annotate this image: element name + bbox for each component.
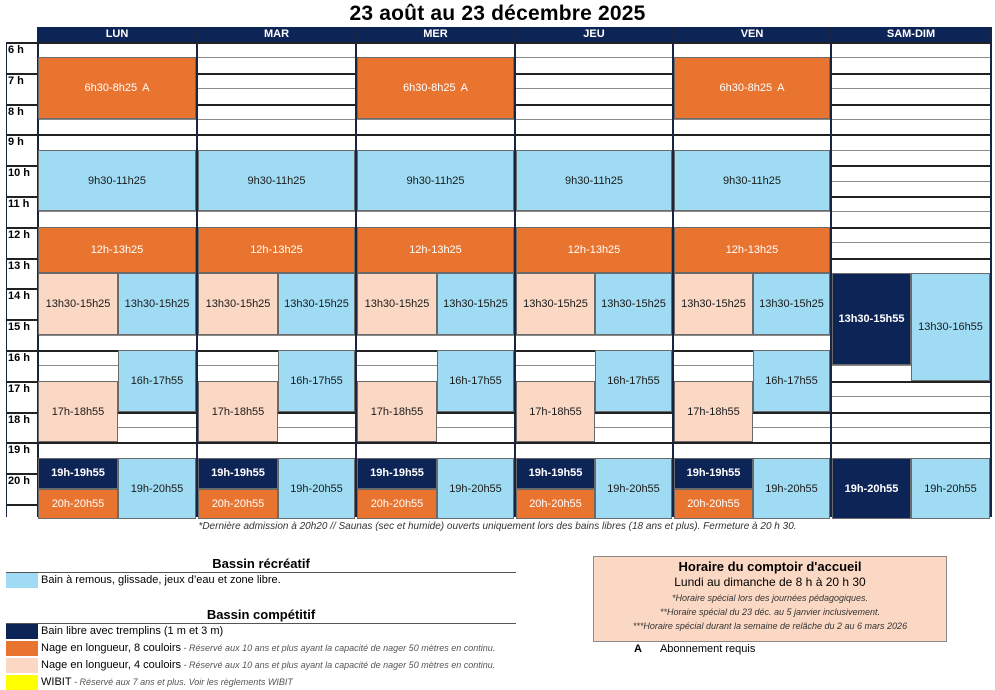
legend-item-label: Bain libre avec tremplins (1 m et 3 m) bbox=[41, 625, 224, 637]
time-block-label: 17h-18h55 bbox=[211, 405, 265, 418]
legend-item-peach bbox=[41, 658, 495, 673]
time-block-label: 20h-20h55 bbox=[687, 497, 740, 510]
time-block bbox=[911, 273, 990, 381]
legend-item-detail: - Réservé aux 10 ans et plus ayant la capacité de nager 50 mètres en continu. bbox=[181, 643, 496, 653]
time-block bbox=[832, 458, 911, 520]
hour-label: 18 h bbox=[8, 413, 31, 426]
time-block-label: 12h-13h25 bbox=[725, 243, 779, 256]
time-block bbox=[437, 458, 514, 520]
hour-label: 19 h bbox=[8, 444, 31, 457]
time-block-label: 20h-20h55 bbox=[370, 497, 424, 510]
time-block bbox=[198, 458, 278, 489]
hour-label: 13 h bbox=[8, 259, 31, 272]
time-block-label: 6h30-8h25 bbox=[84, 82, 138, 95]
column-border bbox=[6, 42, 7, 517]
hour-label: 14 h bbox=[8, 290, 31, 303]
grid-line bbox=[6, 134, 990, 136]
legend-item-label: Bain à remous, glissade, jeux d’eau et zone libre. bbox=[41, 574, 281, 586]
day-header: JEU bbox=[516, 27, 672, 42]
time-block bbox=[753, 458, 830, 520]
time-block-label: 19h-19h55 bbox=[686, 467, 741, 480]
time-block bbox=[118, 273, 196, 335]
legend-swatch-orange bbox=[6, 641, 38, 656]
time-block bbox=[198, 227, 355, 273]
time-block bbox=[516, 273, 595, 335]
legend-item-orange bbox=[41, 641, 495, 656]
time-block-label: 19h-19h55 bbox=[528, 467, 583, 480]
hour-label: 6 h bbox=[8, 44, 24, 56]
time-block bbox=[674, 458, 753, 489]
legend-recreatif-title: Bassin récréatif bbox=[212, 556, 310, 571]
time-block-label: 20h-20h55 bbox=[211, 497, 265, 510]
time-block-label: 19h-20h55 bbox=[449, 482, 502, 495]
time-block-label: 20h-20h55 bbox=[51, 497, 105, 510]
time-block bbox=[38, 227, 196, 273]
legend-item-detail: - Réservé aux 10 ans et plus ayant la capacité de nager 50 mètres en continu. bbox=[181, 660, 496, 670]
time-block bbox=[278, 273, 355, 335]
time-block-label: 9h30-11h25 bbox=[247, 174, 306, 187]
grid-line bbox=[6, 42, 990, 44]
time-block-label: 17h-18h55 bbox=[529, 405, 582, 418]
time-block bbox=[198, 150, 355, 212]
legend-item-label: Nage en longueur, 8 couloirs bbox=[41, 642, 182, 654]
legend-competitif-title: Bassin compétitif bbox=[206, 607, 316, 622]
time-block-label: 17h-18h55 bbox=[51, 405, 105, 418]
subscription-mark: A bbox=[777, 82, 785, 95]
legend-item-recreatif bbox=[41, 573, 281, 588]
time-block bbox=[516, 381, 595, 443]
time-block-label: 6h30-8h25 bbox=[403, 82, 456, 95]
time-block-label: 16h-17h55 bbox=[765, 374, 818, 387]
time-block bbox=[516, 227, 672, 273]
time-block bbox=[911, 458, 990, 520]
time-block bbox=[38, 57, 196, 119]
time-block bbox=[674, 489, 753, 520]
hour-label: 9 h bbox=[8, 136, 24, 149]
time-block bbox=[38, 489, 118, 520]
time-block bbox=[357, 150, 514, 212]
legend-swatch-navy bbox=[6, 624, 38, 639]
time-block-label: 19h-20h55 bbox=[290, 482, 343, 495]
time-block-label: 6h30-8h25 bbox=[719, 82, 773, 95]
time-block-label: 19h-20h55 bbox=[844, 482, 899, 495]
day-header: LUN bbox=[38, 27, 196, 42]
grid-line bbox=[6, 412, 990, 414]
time-block-label: 17h-18h55 bbox=[687, 405, 740, 418]
time-block bbox=[753, 273, 830, 335]
time-block-label: 13h30-15h55 bbox=[838, 313, 905, 326]
legend-swatch-recreatif bbox=[6, 573, 38, 588]
time-block-label: 17h-18h55 bbox=[370, 405, 424, 418]
time-block bbox=[595, 273, 672, 335]
time-block-label: 13h30-15h25 bbox=[601, 297, 666, 310]
time-block-label: 12h-13h25 bbox=[409, 243, 462, 256]
time-block bbox=[674, 150, 830, 212]
column-border bbox=[990, 27, 992, 517]
time-block bbox=[674, 227, 830, 273]
grid-line bbox=[6, 442, 990, 444]
time-block bbox=[437, 273, 514, 335]
desk-note: ***Horaire spécial durant la semaine de relâche du 2 au 6 mars 2026 bbox=[632, 621, 908, 631]
legend-swatch-yellow bbox=[6, 675, 38, 690]
desk-hours-box bbox=[593, 556, 947, 642]
subscription-mark: A bbox=[460, 82, 468, 95]
day-header: SAM-DIM bbox=[832, 27, 990, 42]
time-block bbox=[357, 458, 437, 489]
hour-label: 20 h bbox=[8, 475, 31, 488]
time-block bbox=[198, 489, 278, 520]
time-block-label: 19h-19h55 bbox=[370, 467, 424, 480]
time-block bbox=[278, 458, 355, 520]
time-block bbox=[118, 350, 196, 412]
time-block bbox=[38, 458, 118, 489]
time-block-label: 9h30-11h25 bbox=[723, 174, 781, 187]
time-block bbox=[118, 458, 196, 520]
hour-label: 7 h bbox=[8, 74, 24, 87]
time-block-label: 13h30-15h25 bbox=[523, 297, 588, 310]
time-block bbox=[516, 150, 672, 212]
hour-label: 17 h bbox=[8, 382, 31, 395]
desk-hours: Lundi au dimanche de 8 h à 20 h 30 bbox=[674, 575, 866, 589]
time-block-label: 13h30-15h25 bbox=[45, 297, 111, 310]
time-block bbox=[437, 350, 514, 412]
hour-label: 15 h bbox=[8, 321, 31, 334]
time-block-label: 19h-20h55 bbox=[607, 482, 660, 495]
time-block-label: 9h30-11h25 bbox=[565, 174, 623, 187]
desk-note: *Horaire spécial lors des journées pédagogiques. bbox=[671, 593, 869, 603]
time-block-label: 19h-20h55 bbox=[765, 482, 818, 495]
column-border bbox=[830, 27, 832, 517]
admission-note: *Dernière admission à 20h20 // Saunas (sec et humide) ouverts uniquement lors des bains libres (18 ans et plus). Fermeture à 20 h 30. bbox=[198, 521, 797, 532]
time-block bbox=[753, 350, 830, 412]
time-block-label: 12h-13h25 bbox=[250, 243, 303, 256]
time-block bbox=[357, 381, 437, 443]
time-block-label: 13h30-15h25 bbox=[681, 297, 746, 310]
legend-item-navy bbox=[41, 624, 223, 639]
hour-label: 10 h bbox=[8, 167, 31, 180]
time-block bbox=[832, 273, 911, 365]
abonnement-mark: A bbox=[634, 643, 642, 655]
time-block-label: 13h30-15h25 bbox=[364, 297, 430, 310]
time-block bbox=[38, 150, 196, 212]
page-title: 23 août au 23 décembre 2025 bbox=[349, 2, 646, 25]
hour-label: 8 h bbox=[8, 105, 24, 118]
subscription-mark: A bbox=[142, 82, 150, 95]
time-block-label: 13h30-15h25 bbox=[124, 297, 190, 310]
hour-label: 11 h bbox=[8, 198, 30, 210]
time-block bbox=[357, 57, 514, 119]
time-block-label: 12h-13h25 bbox=[567, 243, 621, 256]
time-block bbox=[198, 381, 278, 443]
hour-label: 12 h bbox=[8, 228, 31, 241]
time-block bbox=[357, 227, 514, 273]
time-block-label: 13h30-16h55 bbox=[918, 320, 983, 333]
time-block bbox=[674, 381, 753, 443]
legend-item-wibit bbox=[41, 675, 293, 690]
time-block-label: 13h30-15h25 bbox=[759, 297, 824, 310]
time-block-label: 16h-17h55 bbox=[449, 374, 502, 387]
day-header: MAR bbox=[198, 27, 355, 42]
time-block bbox=[38, 273, 118, 335]
time-block-label: 20h-20h55 bbox=[529, 497, 582, 510]
time-block-label: 19h-19h55 bbox=[51, 467, 105, 480]
time-block-label: 16h-17h55 bbox=[607, 374, 660, 387]
time-block-label: 9h30-11h25 bbox=[88, 174, 146, 187]
time-block bbox=[357, 273, 437, 335]
time-block bbox=[674, 273, 753, 335]
desk-note: **Horaire spécial du 23 déc. au 5 janvier inclusivement. bbox=[659, 607, 881, 617]
time-block bbox=[516, 458, 595, 489]
legend-item-label: WIBIT bbox=[41, 676, 72, 688]
time-block bbox=[595, 458, 672, 520]
time-block-label: 16h-17h55 bbox=[290, 374, 343, 387]
legend-item-label: Nage en longueur, 4 couloirs bbox=[41, 659, 182, 671]
time-block-label: 13h30-15h25 bbox=[205, 297, 271, 310]
time-block bbox=[38, 381, 118, 443]
abonnement-label: Abonnement requis bbox=[659, 643, 756, 655]
time-block-label: 9h30-11h25 bbox=[406, 174, 465, 187]
time-block-label: 13h30-15h25 bbox=[443, 297, 508, 310]
time-block bbox=[516, 489, 595, 520]
time-block-label: 16h-17h55 bbox=[130, 374, 184, 387]
day-header: MER bbox=[357, 27, 514, 42]
time-block bbox=[198, 273, 278, 335]
desk-title: Horaire du comptoir d'accueil bbox=[678, 559, 862, 574]
time-block-label: 19h-20h55 bbox=[924, 482, 977, 495]
time-block-label: 19h-20h55 bbox=[130, 482, 184, 495]
abonnement-legend bbox=[634, 643, 755, 655]
legend-item-detail: - Réservé aux 7 ans et plus. Voir les règlements WIBIT bbox=[71, 677, 293, 687]
legend-swatch-peach bbox=[6, 658, 38, 673]
time-block bbox=[595, 350, 672, 412]
time-block-label: 19h-19h55 bbox=[211, 467, 265, 480]
time-block bbox=[278, 350, 355, 412]
time-block-label: 12h-13h25 bbox=[90, 243, 144, 256]
time-block bbox=[357, 489, 437, 520]
day-header: VEN bbox=[674, 27, 830, 42]
time-block bbox=[674, 57, 830, 119]
hour-label: 16 h bbox=[8, 352, 31, 364]
time-block-label: 13h30-15h25 bbox=[284, 297, 349, 310]
